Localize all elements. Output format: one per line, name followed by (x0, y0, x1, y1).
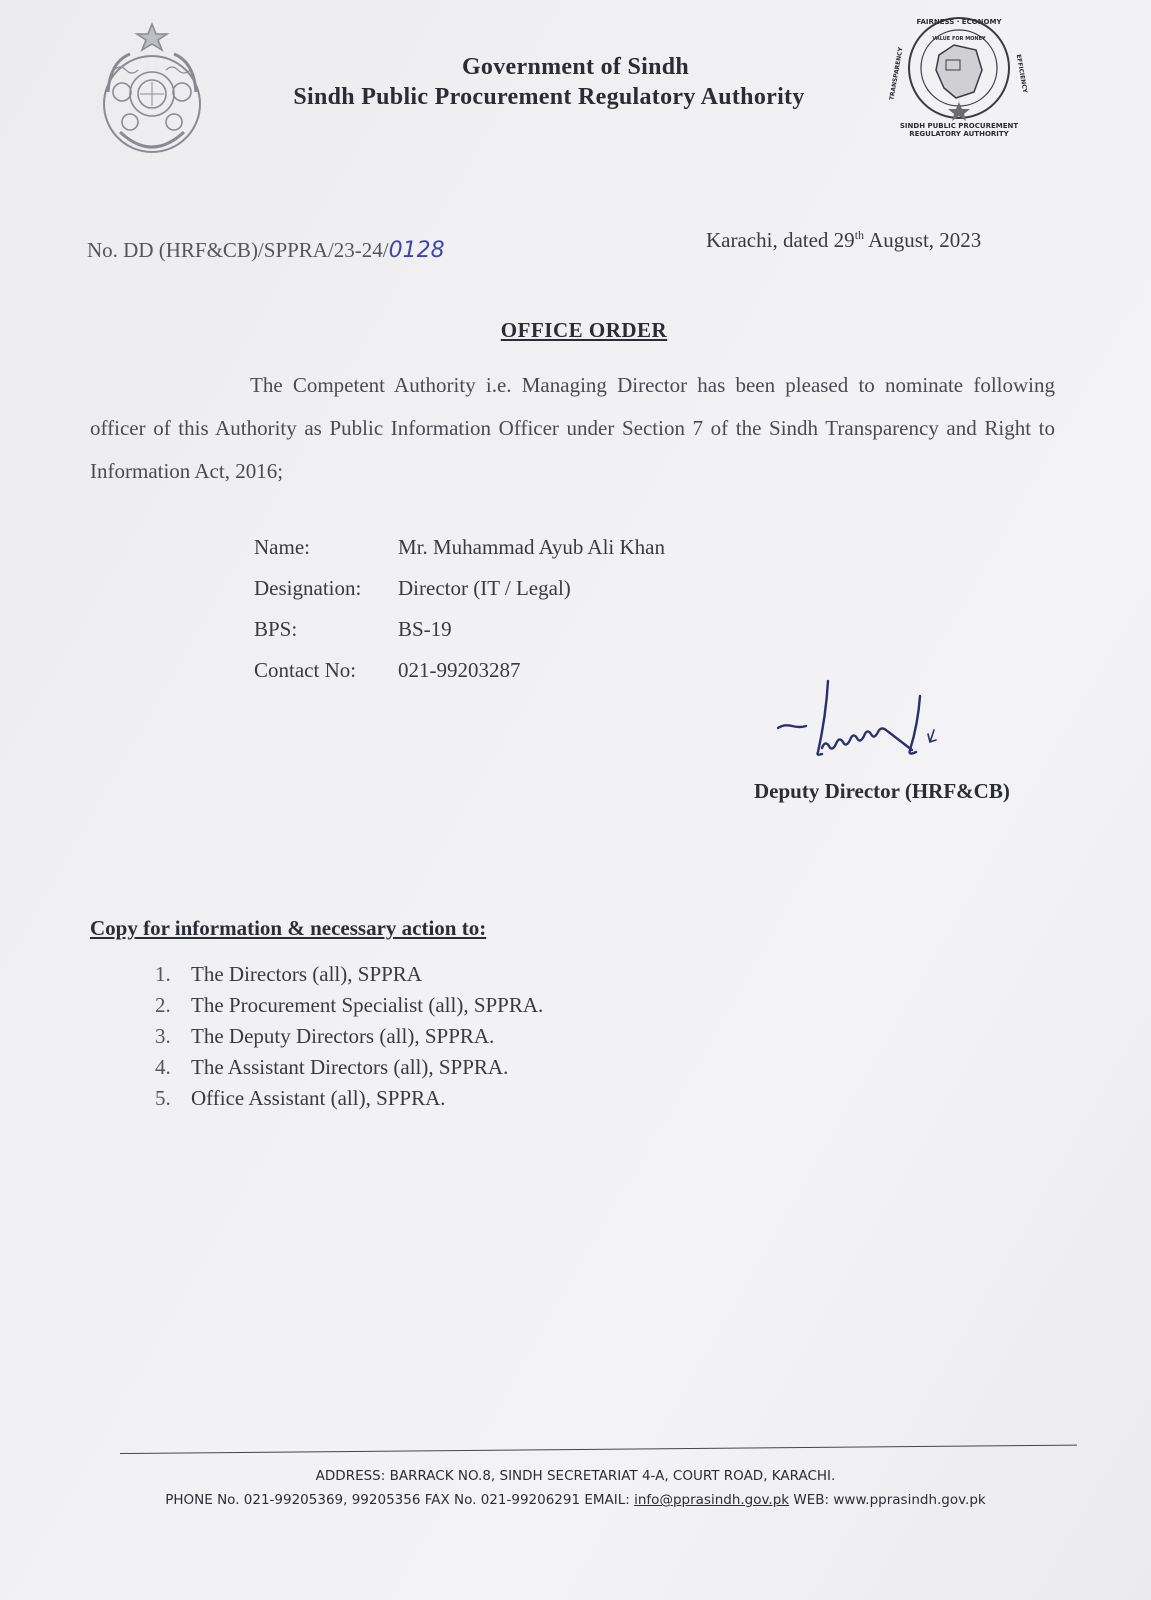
officer-details (254, 535, 665, 699)
list-item-text: Office Assistant (all), SPPRA. (191, 1086, 446, 1110)
seal-text-top: FAIRNESS · ECONOMY (916, 18, 1002, 26)
detail-row-designation (254, 576, 665, 617)
list-item (155, 993, 543, 1024)
detail-label: Designation: (254, 576, 362, 600)
seal-text-motto: VALUE FOR MONEY (932, 36, 986, 42)
detail-label: BPS: (254, 617, 298, 641)
seal-text-name-2: REGULATORY AUTHORITY (909, 130, 1009, 138)
list-item (155, 962, 543, 993)
detail-row-bps (254, 617, 665, 658)
detail-value: Mr. Muhammad Ayub Ali Khan (398, 535, 665, 559)
sppra-logo-seal (884, 10, 1034, 140)
office-order-title: OFFICE ORDER (500, 318, 668, 342)
detail-value: Director (IT / Legal) (398, 576, 571, 600)
date-ordinal: th (854, 228, 865, 242)
government-heading: Government of Sindh (461, 54, 690, 80)
detail-label: Name: (254, 535, 310, 559)
list-item-text: The Procurement Specialist (all), SPPRA. (191, 993, 544, 1017)
copy-to-heading: Copy for information & necessary action to: (90, 916, 487, 940)
order-body-paragraph: The Competent Authority i.e. Managing Director has been pleased to nominate following officer of this Authority as Public Information Officer under Section 7 of the Sindh Transparency and Right to Information Act, 2016; (90, 373, 1055, 483)
seal-text-left: TRANSPARENCY (888, 46, 905, 101)
authority-heading: Sindh Public Procurement Regulatory Authority (293, 84, 805, 110)
signatory-designation: Deputy Director (HRF&CB) (754, 779, 1010, 803)
seal-text-name-1: SINDH PUBLIC PROCUREMENT (899, 122, 1019, 130)
list-item-text: The Deputy Directors (all), SPPRA. (191, 1024, 495, 1048)
detail-value: BS-19 (398, 617, 452, 641)
detail-label: Contact No: (254, 658, 357, 682)
list-item-number: 3. (155, 1024, 171, 1048)
date-prefix: Karachi, dated 29 (706, 228, 855, 252)
date-suffix: August, 2023 (864, 228, 982, 252)
copy-recipient-list (155, 962, 543, 1117)
list-item-number: 2. (155, 993, 171, 1017)
detail-row-contact (254, 658, 665, 699)
list-item-number: 5. (155, 1086, 171, 1110)
handwritten-signature (770, 676, 970, 771)
dated-line (706, 228, 981, 253)
list-item-text: The Directors (all), SPPRA (191, 962, 422, 986)
footer-address: ADDRESS: BARRACK NO.8, SINDH SECRETARIAT 4-A, COURT ROAD, KARACHI. (315, 1468, 836, 1484)
footer-contact (0, 1492, 1151, 1508)
footer-phone-fax: PHONE No. 021-99205369, 99205356 FAX No. 021-99206291 EMAIL: (165, 1492, 635, 1508)
list-item-text: The Assistant Directors (all), SPPRA. (191, 1055, 509, 1079)
footer-divider (120, 1445, 1077, 1454)
list-item-number: 1. (155, 962, 171, 986)
reference-number (87, 238, 445, 263)
list-item (155, 1086, 543, 1117)
footer-email-link[interactable]: info@pprasindh.gov.pk (634, 1492, 790, 1508)
footer-web: WEB: www.pprasindh.gov.pk (789, 1492, 986, 1508)
handwritten-serial: 0128 (388, 238, 445, 263)
detail-row-name (254, 535, 665, 576)
list-item-number: 4. (155, 1055, 171, 1079)
detail-value: 021-99203287 (398, 658, 521, 682)
reference-number-text: No. DD (HRF&CB)/SPPRA/23-24/ (87, 238, 389, 262)
list-item (155, 1024, 543, 1055)
list-item (155, 1055, 543, 1086)
seal-text-right: EFFICIENCY (1014, 53, 1029, 94)
